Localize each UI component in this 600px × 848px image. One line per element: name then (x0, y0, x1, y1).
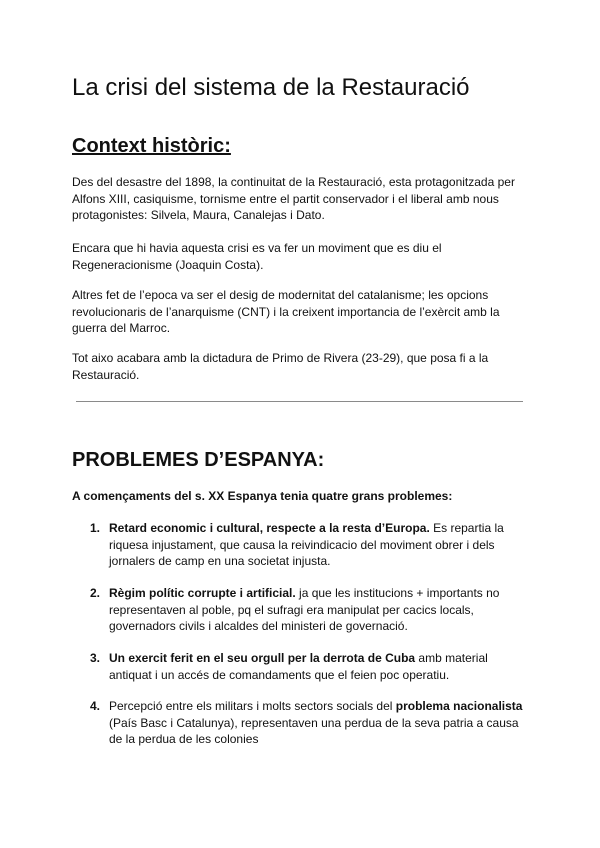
context-heading: Context històric: (72, 135, 231, 157)
section-divider (76, 401, 523, 402)
context-paragraph-4: Tot aixo acabara amb la dictadura de Primo de Rivera (23-29), que posa fi a la Restauració. (72, 351, 489, 382)
problem-text: Es repartia la riquesa injustament, que causa la reivindicacio del moviment obrer i dels jornalers de camp en una societat injusta. (109, 521, 504, 568)
problem-item-1 (90, 520, 526, 570)
context-paragraph-3: Altres fet de l’epoca va ser el desig de modernitat del catalanisme; les opcions revolucionaris de l’anarquisme (CNT) i la creixent importancia de l’exèrcit amb la guerra del Marroc. (72, 288, 500, 335)
problem-text: amb material antiquat i un accés de comandaments que el feien poc operatiu. (109, 651, 488, 682)
problem-text-after: (País Basc i Catalunya), representaven una perdua de la seva patria a causa de la perdua de les colonies (109, 715, 519, 746)
problem-item-4 (90, 698, 526, 748)
problem-item-3 (90, 650, 526, 683)
problem-number: 1. (90, 521, 101, 535)
problem-title: Un exercit ferit en el seu orgull per la derrota de Cuba (109, 651, 416, 665)
problem-text-before: Percepció entre els militars i molts sectors socials del (109, 699, 396, 713)
context-paragraph-2: Encara que hi havia aquesta crisi es va fer un moviment que es diu el Regeneracionisme (Joaquin Costa). (72, 241, 442, 272)
page-title: La crisi del sistema de la Restauració (72, 74, 470, 101)
context-paragraph-1: Des del desastre del 1898, la continuitat de la Restauració, esta protagonitzada per Alfons XIII, casiquisme, tornisme entre el partit conservador i el liberal amb nous protagonistes: Silvela, Maura, Canalejas i Dato. (72, 175, 515, 222)
problems-intro: A començaments del s. XX Espanya tenia quatre grans problemes: (72, 489, 453, 503)
problem-number: 2. (90, 586, 101, 600)
problem-item-2 (90, 585, 526, 635)
problem-text: ja que les institucions + importants no representaven al poble, pq el sufragi era manipulat per cacics locals, governadors civils i alcaldes del ministeri de governació. (109, 586, 500, 633)
problem-title: Règim polític corrupte i artificial. (109, 586, 296, 600)
problems-heading: PROBLEMES D’ESPANYA: (72, 449, 325, 471)
problem-number: 3. (90, 651, 101, 665)
problem-title: Retard economic i cultural, respecte a la resta d’Europa. (109, 521, 430, 535)
problem-number: 4. (90, 699, 101, 713)
problem-title: problema nacionalista (395, 699, 523, 713)
